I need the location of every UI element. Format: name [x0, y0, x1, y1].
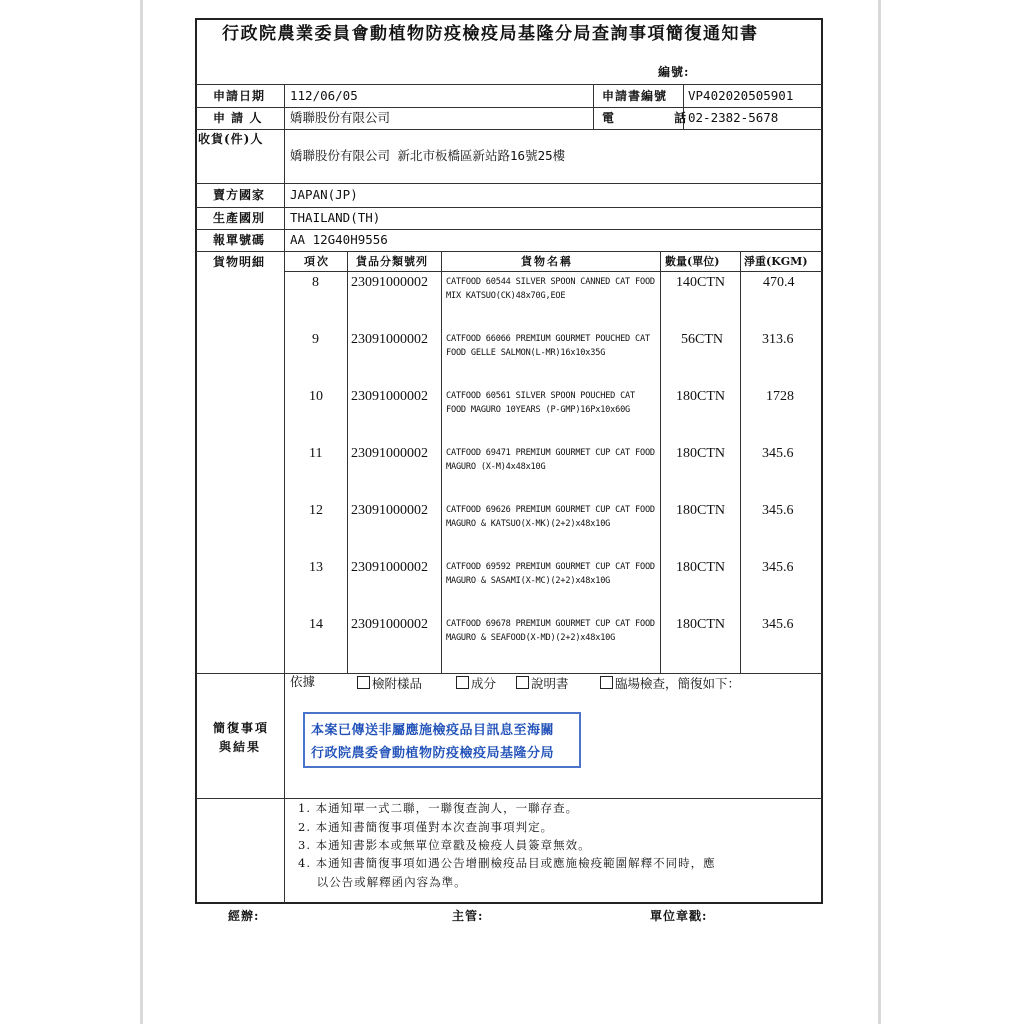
- row-quantity: 180CTN: [676, 617, 725, 632]
- note-4-continued: 以公告或解釋函內容為準。: [298, 875, 467, 889]
- reply-label-line2: 與結果: [219, 740, 262, 754]
- rule: [441, 251, 442, 673]
- row-goods-name: CATFOOD 69626 PREMIUM GOURMET CUP CAT FOOD MAGURO & KATSUO(X-MK)(2+2)x48x10G: [446, 505, 655, 529]
- option-ingredient[interactable]: 成分: [456, 676, 496, 691]
- row-item: 8: [312, 275, 319, 290]
- document-title: 行政院農業委員會動植物防疫檢疫局基隆分局查詢事項簡復通知書: [222, 24, 759, 44]
- date-value: 112/06/05: [290, 88, 358, 103]
- row-goods-name: CATFOOD 69471 PREMIUM GOURMET CUP CAT FOOD MAGURO (X-M)4x48x10G: [446, 448, 655, 472]
- row-goods-name: CATFOOD 69592 PREMIUM GOURMET CUP CAT FOOD MAGURO & SASAMI(X-MC)(2+2)x48x10G: [446, 562, 655, 586]
- consignee-label: 收貨(件)人: [198, 132, 264, 146]
- row-code: 23091000002: [351, 503, 428, 518]
- column-header-weight: 淨重(KGM): [744, 255, 808, 268]
- rule: [284, 673, 285, 903]
- consignee-value: 嬌聯股份有限公司 新北市板橋區新站路16號25樓: [290, 148, 566, 163]
- column-header-quantity: 數量(單位): [665, 255, 720, 268]
- form-number-value: VP402020505901: [688, 88, 794, 103]
- row-code: 23091000002: [351, 446, 428, 461]
- rule: [196, 107, 822, 108]
- rule: [593, 84, 594, 129]
- unit-seal-label: 單位章戳:: [650, 909, 708, 923]
- row-quantity: 140CTN: [676, 275, 725, 290]
- row-goods-name: CATFOOD 60561 SILVER SPOON POUCHED CAT FOOD MAGURO 10YEARS (P-GMP)16Px10x60G: [446, 391, 636, 415]
- rule: [285, 271, 822, 272]
- column-header-item: 項次: [304, 255, 330, 268]
- rule: [196, 129, 822, 130]
- rule: [196, 207, 822, 208]
- stamp-line2: 行政院農委會動植物防疫檢疫局基隆分局: [311, 746, 555, 761]
- phone-label: 電 話: [602, 111, 715, 125]
- applicant-value: 嬌聯股份有限公司: [290, 110, 391, 125]
- row-weight: 470.4: [763, 275, 795, 290]
- column-header-name: 貨物名稱: [521, 255, 573, 268]
- row-quantity: 180CTN: [676, 560, 725, 575]
- note-1: 1. 本通知單一式二聯，一聯復查詢人，一聯存查。: [298, 801, 579, 815]
- row-item: 13: [309, 560, 323, 575]
- supervisor-label: 主管:: [452, 909, 484, 923]
- checkbox-icon[interactable]: [357, 676, 370, 689]
- rule: [196, 84, 822, 85]
- column-header-code: 貨品分類號列: [356, 255, 428, 268]
- checkbox-icon[interactable]: [600, 676, 613, 689]
- seller-country-value: JAPAN(JP): [290, 187, 358, 202]
- declaration-number-value: AA 12G40H9556: [290, 232, 388, 247]
- official-stamp: [303, 712, 581, 768]
- seller-country-label: 賣方國家: [213, 188, 266, 202]
- row-code: 23091000002: [351, 389, 428, 404]
- row-item: 12: [309, 503, 323, 518]
- declaration-number-label: 報單號碼: [213, 233, 266, 247]
- rule: [196, 251, 822, 252]
- stamp-line1: 本案已傳送非屬應施檢疫品目訊息至海關: [311, 723, 555, 738]
- handler-label: 經辦:: [228, 909, 260, 923]
- row-goods-name: CATFOOD 66066 PREMIUM GOURMET POUCHED CAT FOOD GELLE SALMON(L-MR)16x10x35G: [446, 334, 650, 358]
- row-quantity: 180CTN: [676, 503, 725, 518]
- date-label: 申請日期: [213, 89, 266, 103]
- rule: [284, 84, 285, 673]
- applicant-label: 申 請 人: [213, 111, 263, 125]
- note-4: 4. 本通知書簡復事項如遇公告增刪檢疫品目或應施檢疫範圍解釋不同時，應: [298, 856, 716, 870]
- basis-label: 依據: [290, 674, 316, 689]
- phone-value: 02-2382-5678: [688, 110, 779, 125]
- option-manual[interactable]: 說明書: [516, 676, 569, 691]
- origin-country-label: 生產國別: [213, 211, 266, 225]
- row-code: 23091000002: [351, 332, 428, 347]
- row-code: 23091000002: [351, 275, 428, 290]
- rule: [196, 183, 822, 184]
- checkbox-icon[interactable]: [456, 676, 469, 689]
- rule: [660, 251, 661, 673]
- form-number-label: 申請書編號: [602, 89, 668, 103]
- row-code: 23091000002: [351, 617, 428, 632]
- serial-number-label: 編號:: [658, 65, 690, 79]
- checkbox-icon[interactable]: [516, 676, 529, 689]
- reply-label-line1: 簡復事項: [213, 721, 270, 735]
- note-2: 2. 本通知書簡復事項僅對本次查詢事項判定。: [298, 820, 554, 834]
- row-weight: 1728: [766, 389, 794, 404]
- row-code: 23091000002: [351, 560, 428, 575]
- origin-country-value: THAILAND(TH): [290, 210, 381, 225]
- row-weight: 345.6: [762, 446, 794, 461]
- row-quantity: 180CTN: [676, 446, 725, 461]
- row-quantity: 56CTN: [681, 332, 723, 347]
- note-3: 3. 本通知書影本或無單位章戳及檢疫人員簽章無效。: [298, 838, 591, 852]
- row-item: 11: [309, 446, 323, 461]
- option-sample[interactable]: 檢附樣品: [357, 676, 422, 691]
- row-weight: 345.6: [762, 503, 794, 518]
- row-quantity: 180CTN: [676, 389, 725, 404]
- row-item: 14: [309, 617, 323, 632]
- row-weight: 345.6: [762, 617, 794, 632]
- goods-detail-label: 貨物明細: [213, 255, 266, 269]
- rule: [347, 251, 348, 673]
- rule: [196, 229, 822, 230]
- row-weight: 313.6: [762, 332, 794, 347]
- row-goods-name: CATFOOD 60544 SILVER SPOON CANNED CAT FOOD MIX KATSUO(CK)48x70G,EOE: [446, 277, 655, 301]
- row-item: 9: [312, 332, 319, 347]
- right-page-edge: [878, 0, 881, 1024]
- row-weight: 345.6: [762, 560, 794, 575]
- option-onsite-inspection[interactable]: 臨場檢查，簡復如下：: [600, 676, 740, 691]
- row-goods-name: CATFOOD 69678 PREMIUM GOURMET CUP CAT FOOD MAGURO & SEAFOOD(X-MD)(2+2)x48x10G: [446, 619, 655, 643]
- rule: [740, 251, 741, 673]
- rule: [196, 798, 822, 799]
- row-item: 10: [309, 389, 323, 404]
